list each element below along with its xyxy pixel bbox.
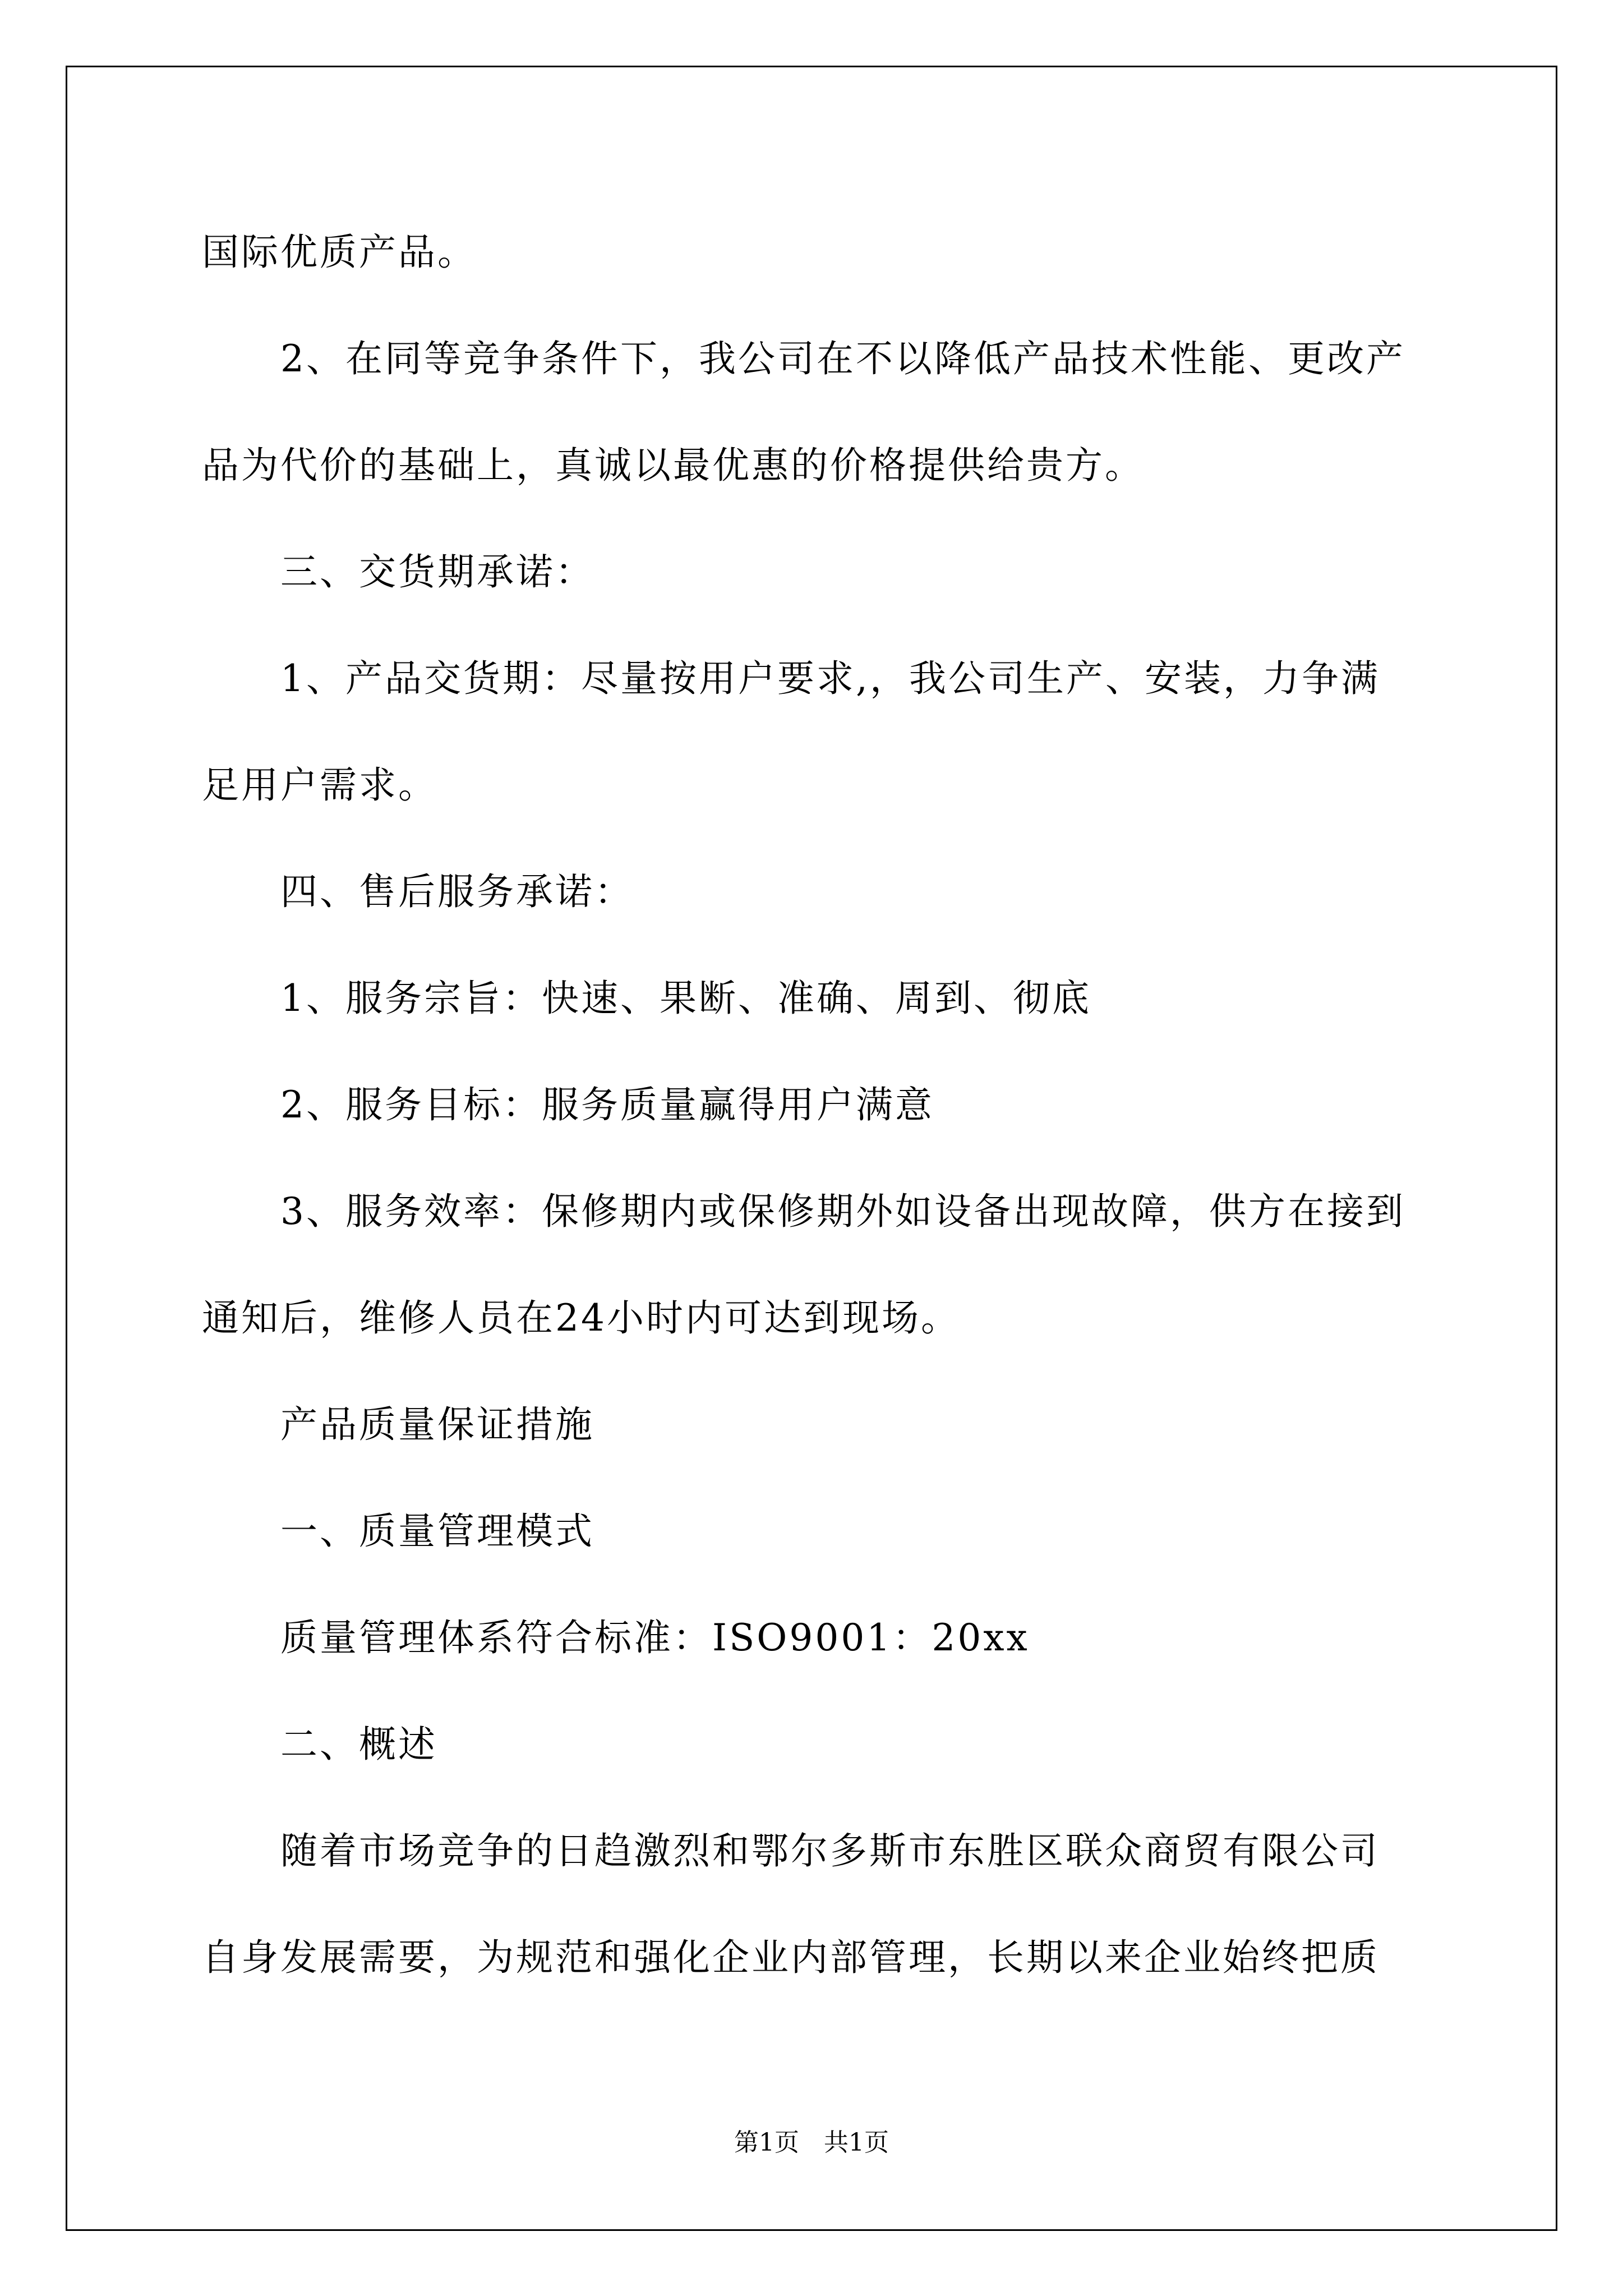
section-heading: 二、概述: [280, 1723, 437, 1766]
text-line: 自身发展需要，为规范和强化企业内部管理，长期以来企业始终把质: [202, 1936, 1380, 1979]
text-line: 2、服务目标：服务质量赢得用户满意: [280, 1083, 934, 1126]
text-line: 通知后，维修人员在24小时内可达到现场。: [202, 1296, 960, 1340]
text-line: 足用户需求。: [202, 763, 437, 807]
section-heading: 四、售后服务承诺：: [280, 870, 634, 913]
section-heading: 产品质量保证措施: [280, 1403, 594, 1446]
text-line: 国际优质产品。: [202, 231, 477, 274]
text-line: 3、服务效率：保修期内或保修期外如设备出现故障，供方在接到: [280, 1190, 1405, 1233]
page-footer: 第1页 共1页: [734, 2128, 889, 2157]
text-line: 随着市场竞争的日趋激烈和鄂尔多斯市东胜区联众商贸有限公司: [280, 1829, 1380, 1872]
text-line: 1、产品交货期：尽量按用户要求,，我公司生产、安装，力争满: [280, 657, 1380, 700]
text-line: 2、在同等竞争条件下，我公司在不以降低产品技术性能、更改产: [280, 337, 1405, 380]
section-heading: 一、质量管理模式: [280, 1510, 594, 1553]
page-border: [66, 66, 1557, 2231]
section-heading: 三、交货期承诺：: [280, 550, 594, 593]
text-line: 1、服务宗旨：快速、果断、准确、周到、彻底: [280, 977, 1091, 1020]
text-line: 质量管理体系符合标准：ISO9001：20xx: [280, 1616, 1030, 1659]
text-line: 品为代价的基础上，真诚以最优惠的价格提供给贵方。: [202, 444, 1144, 487]
